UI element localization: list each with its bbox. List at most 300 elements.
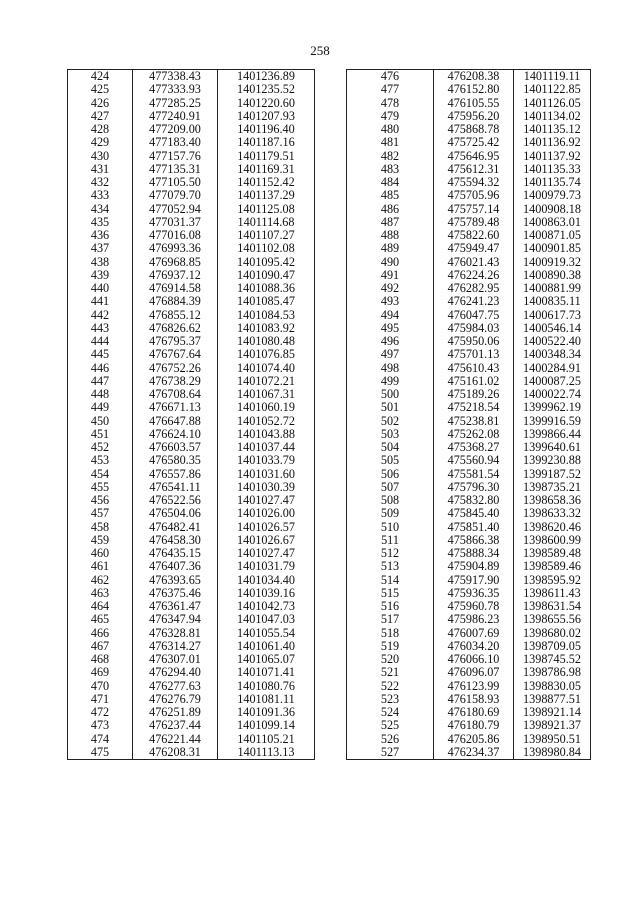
point-number-cell: 474 — [68, 733, 133, 746]
x-coordinate-cell: 476282.95 — [434, 282, 514, 295]
table-row — [68, 441, 315, 454]
x-coordinate-cell: 477105.50 — [133, 176, 218, 189]
point-number-cell: 517 — [347, 613, 434, 626]
y-coordinate-cell: 1401107.27 — [218, 229, 315, 242]
x-coordinate-cell: 476647.88 — [133, 415, 218, 428]
point-number-cell: 488 — [347, 229, 434, 242]
x-coordinate-cell: 476237.44 — [133, 719, 218, 732]
x-coordinate-cell: 475866.38 — [434, 534, 514, 547]
x-coordinate-cell: 476361.47 — [133, 600, 218, 613]
table-row — [347, 706, 591, 719]
table-row — [347, 70, 591, 84]
table-row — [68, 746, 315, 760]
y-coordinate-cell: 1401105.21 — [218, 733, 315, 746]
y-coordinate-cell: 1401072.21 — [218, 375, 315, 388]
table-row — [68, 295, 315, 308]
y-coordinate-cell: 1398600.99 — [514, 534, 591, 547]
point-number-cell: 524 — [347, 706, 434, 719]
table-row — [347, 627, 591, 640]
x-coordinate-cell: 476504.06 — [133, 507, 218, 520]
x-coordinate-cell: 475936.35 — [434, 587, 514, 600]
y-coordinate-cell: 1401085.47 — [218, 295, 315, 308]
table-row — [68, 189, 315, 202]
x-coordinate-cell: 476277.63 — [133, 680, 218, 693]
y-coordinate-cell: 1401236.89 — [218, 70, 315, 84]
point-number-cell: 465 — [68, 613, 133, 626]
table-row — [347, 680, 591, 693]
table-row — [68, 468, 315, 481]
y-coordinate-cell: 1398950.51 — [514, 733, 591, 746]
x-coordinate-cell: 475950.06 — [434, 335, 514, 348]
table-row — [347, 666, 591, 679]
coordinates-table-right — [346, 69, 591, 760]
point-number-cell: 447 — [68, 375, 133, 388]
x-coordinate-cell: 476795.37 — [133, 335, 218, 348]
x-coordinate-cell: 475262.08 — [434, 428, 514, 441]
point-number-cell: 428 — [68, 123, 133, 136]
table-row — [347, 309, 591, 322]
table-row — [68, 362, 315, 375]
table-row — [68, 428, 315, 441]
table-row — [347, 494, 591, 507]
point-number-cell: 469 — [68, 666, 133, 679]
table-row — [347, 693, 591, 706]
table-row — [68, 229, 315, 242]
x-coordinate-cell: 476307.01 — [133, 653, 218, 666]
point-number-cell: 461 — [68, 560, 133, 573]
y-coordinate-cell: 1398589.48 — [514, 547, 591, 560]
table-row — [68, 388, 315, 401]
x-coordinate-cell: 475984.03 — [434, 322, 514, 335]
point-number-cell: 489 — [347, 242, 434, 255]
point-number-cell: 498 — [347, 362, 434, 375]
y-coordinate-cell: 1401125.08 — [218, 203, 315, 216]
table-row — [68, 163, 315, 176]
x-coordinate-cell: 475757.14 — [434, 203, 514, 216]
y-coordinate-cell: 1400901.85 — [514, 242, 591, 255]
table-row — [347, 733, 591, 746]
point-number-cell: 445 — [68, 348, 133, 361]
y-coordinate-cell: 1398735.21 — [514, 481, 591, 494]
x-coordinate-cell: 476407.36 — [133, 560, 218, 573]
point-number-cell: 480 — [347, 123, 434, 136]
point-number-cell: 432 — [68, 176, 133, 189]
table-row — [347, 163, 591, 176]
table-row — [347, 150, 591, 163]
y-coordinate-cell: 1401080.48 — [218, 335, 315, 348]
point-number-cell: 450 — [68, 415, 133, 428]
page-number: 258 — [310, 43, 330, 58]
table-row — [347, 136, 591, 149]
y-coordinate-cell: 1398921.37 — [514, 719, 591, 732]
y-coordinate-cell: 1401136.92 — [514, 136, 591, 149]
table-row — [347, 176, 591, 189]
table-row — [347, 719, 591, 732]
x-coordinate-cell: 476884.39 — [133, 295, 218, 308]
table-row — [68, 627, 315, 640]
x-coordinate-cell: 475956.20 — [434, 110, 514, 123]
y-coordinate-cell: 1401026.57 — [218, 521, 315, 534]
point-number-cell: 501 — [347, 401, 434, 414]
x-coordinate-cell: 475904.89 — [434, 560, 514, 573]
point-number-cell: 473 — [68, 719, 133, 732]
point-number-cell: 451 — [68, 428, 133, 441]
table-row — [347, 401, 591, 414]
x-coordinate-cell: 477209.00 — [133, 123, 218, 136]
x-coordinate-cell: 475705.96 — [434, 189, 514, 202]
x-coordinate-cell: 476123.99 — [434, 680, 514, 693]
x-coordinate-cell: 477016.08 — [133, 229, 218, 242]
y-coordinate-cell: 1398611.43 — [514, 587, 591, 600]
x-coordinate-cell: 475960.78 — [434, 600, 514, 613]
y-coordinate-cell: 1401119.11 — [514, 70, 591, 84]
x-coordinate-cell: 475986.23 — [434, 613, 514, 626]
y-coordinate-cell: 1401113.13 — [218, 746, 315, 760]
x-coordinate-cell: 476251.89 — [133, 706, 218, 719]
y-coordinate-cell: 1398786.98 — [514, 666, 591, 679]
point-number-cell: 504 — [347, 441, 434, 454]
y-coordinate-cell: 1401026.00 — [218, 507, 315, 520]
point-number-cell: 522 — [347, 680, 434, 693]
x-coordinate-cell: 477052.94 — [133, 203, 218, 216]
point-number-cell: 526 — [347, 733, 434, 746]
point-number-cell: 492 — [347, 282, 434, 295]
x-coordinate-cell: 476738.29 — [133, 375, 218, 388]
point-number-cell: 490 — [347, 256, 434, 269]
table-row — [68, 613, 315, 626]
y-coordinate-cell: 1401179.51 — [218, 150, 315, 163]
table-row — [68, 203, 315, 216]
table-row — [347, 534, 591, 547]
x-coordinate-cell: 476624.10 — [133, 428, 218, 441]
x-coordinate-cell: 476294.40 — [133, 666, 218, 679]
x-coordinate-cell: 476021.43 — [434, 256, 514, 269]
table-row — [347, 83, 591, 96]
point-number-cell: 433 — [68, 189, 133, 202]
point-number-cell: 509 — [347, 507, 434, 520]
y-coordinate-cell: 1399230.88 — [514, 454, 591, 467]
y-coordinate-cell: 1401080.76 — [218, 680, 315, 693]
point-number-cell: 495 — [347, 322, 434, 335]
x-coordinate-cell: 475594.32 — [434, 176, 514, 189]
x-coordinate-cell: 476993.36 — [133, 242, 218, 255]
point-number-cell: 512 — [347, 547, 434, 560]
y-coordinate-cell: 1401187.16 — [218, 136, 315, 149]
table-row — [68, 322, 315, 335]
x-coordinate-cell: 477333.93 — [133, 83, 218, 96]
table-row — [68, 282, 315, 295]
point-number-cell: 518 — [347, 627, 434, 640]
table-row — [347, 560, 591, 573]
y-coordinate-cell: 1401090.47 — [218, 269, 315, 282]
x-coordinate-cell: 475560.94 — [434, 454, 514, 467]
x-coordinate-cell: 475822.60 — [434, 229, 514, 242]
point-number-cell: 494 — [347, 309, 434, 322]
x-coordinate-cell: 476105.55 — [434, 97, 514, 110]
y-coordinate-cell: 1401031.60 — [218, 468, 315, 481]
x-coordinate-cell: 475581.54 — [434, 468, 514, 481]
point-number-cell: 503 — [347, 428, 434, 441]
x-coordinate-cell: 476435.15 — [133, 547, 218, 560]
table-row — [68, 640, 315, 653]
point-number-cell: 476 — [347, 70, 434, 84]
x-coordinate-cell: 476208.31 — [133, 746, 218, 760]
table-row — [347, 653, 591, 666]
y-coordinate-cell: 1401055.54 — [218, 627, 315, 640]
point-number-cell: 446 — [68, 362, 133, 375]
point-number-cell: 457 — [68, 507, 133, 520]
point-number-cell: 442 — [68, 309, 133, 322]
point-number-cell: 467 — [68, 640, 133, 653]
point-number-cell: 525 — [347, 719, 434, 732]
y-coordinate-cell: 1399916.59 — [514, 415, 591, 428]
x-coordinate-cell: 476458.30 — [133, 534, 218, 547]
point-number-cell: 441 — [68, 295, 133, 308]
table-row — [68, 256, 315, 269]
x-coordinate-cell: 476767.64 — [133, 348, 218, 361]
y-coordinate-cell: 1401043.88 — [218, 428, 315, 441]
table-row — [68, 587, 315, 600]
y-coordinate-cell: 1400522.40 — [514, 335, 591, 348]
y-coordinate-cell: 1401114.68 — [218, 216, 315, 229]
y-coordinate-cell: 1401034.40 — [218, 574, 315, 587]
y-coordinate-cell: 1401102.08 — [218, 242, 315, 255]
x-coordinate-cell: 476914.58 — [133, 282, 218, 295]
table-row — [347, 256, 591, 269]
y-coordinate-cell: 1398680.02 — [514, 627, 591, 640]
point-number-cell: 463 — [68, 587, 133, 600]
x-coordinate-cell: 475189.26 — [434, 388, 514, 401]
table-row — [68, 348, 315, 361]
table-row — [347, 613, 591, 626]
x-coordinate-cell: 475218.54 — [434, 401, 514, 414]
x-coordinate-cell: 475796.30 — [434, 481, 514, 494]
table-row — [68, 242, 315, 255]
y-coordinate-cell: 1401074.40 — [218, 362, 315, 375]
y-coordinate-cell: 1401152.42 — [218, 176, 315, 189]
point-number-cell: 515 — [347, 587, 434, 600]
point-number-cell: 444 — [68, 335, 133, 348]
point-number-cell: 462 — [68, 574, 133, 587]
x-coordinate-cell: 476158.93 — [434, 693, 514, 706]
table-row — [68, 719, 315, 732]
point-number-cell: 484 — [347, 176, 434, 189]
table-row — [68, 335, 315, 348]
y-coordinate-cell: 1400835.11 — [514, 295, 591, 308]
x-coordinate-cell: 476152.80 — [434, 83, 514, 96]
table-row — [68, 693, 315, 706]
y-coordinate-cell: 1400546.14 — [514, 322, 591, 335]
x-coordinate-cell: 476096.07 — [434, 666, 514, 679]
x-coordinate-cell: 476393.65 — [133, 574, 218, 587]
x-coordinate-cell: 475161.02 — [434, 375, 514, 388]
y-coordinate-cell: 1401084.53 — [218, 309, 315, 322]
y-coordinate-cell: 1401126.05 — [514, 97, 591, 110]
table-row — [68, 574, 315, 587]
table-row — [347, 362, 591, 375]
y-coordinate-cell: 1399866.44 — [514, 428, 591, 441]
point-number-cell: 437 — [68, 242, 133, 255]
table-row — [347, 454, 591, 467]
x-coordinate-cell: 476482.41 — [133, 521, 218, 534]
table-row — [347, 746, 591, 760]
point-number-cell: 487 — [347, 216, 434, 229]
point-number-cell: 435 — [68, 216, 133, 229]
x-coordinate-cell: 477183.40 — [133, 136, 218, 149]
x-coordinate-cell: 477135.31 — [133, 163, 218, 176]
point-number-cell: 459 — [68, 534, 133, 547]
y-coordinate-cell: 1401207.93 — [218, 110, 315, 123]
table-row — [347, 521, 591, 534]
table-row — [68, 123, 315, 136]
x-coordinate-cell: 476580.35 — [133, 454, 218, 467]
x-coordinate-cell: 476522.56 — [133, 494, 218, 507]
y-coordinate-cell: 1401137.29 — [218, 189, 315, 202]
y-coordinate-cell: 1400919.32 — [514, 256, 591, 269]
point-number-cell: 453 — [68, 454, 133, 467]
table-row — [68, 216, 315, 229]
point-number-cell: 458 — [68, 521, 133, 534]
point-number-cell: 455 — [68, 481, 133, 494]
y-coordinate-cell: 1401039.16 — [218, 587, 315, 600]
y-coordinate-cell: 1401047.03 — [218, 613, 315, 626]
table-row — [347, 547, 591, 560]
y-coordinate-cell: 1400284.91 — [514, 362, 591, 375]
x-coordinate-cell: 476314.27 — [133, 640, 218, 653]
table-row — [347, 481, 591, 494]
point-number-cell: 519 — [347, 640, 434, 653]
point-number-cell: 470 — [68, 680, 133, 693]
table-row — [347, 295, 591, 308]
point-number-cell: 514 — [347, 574, 434, 587]
point-number-cell: 493 — [347, 295, 434, 308]
x-coordinate-cell: 476034.20 — [434, 640, 514, 653]
x-coordinate-cell: 475646.95 — [434, 150, 514, 163]
x-coordinate-cell: 475949.47 — [434, 242, 514, 255]
x-coordinate-cell: 476205.86 — [434, 733, 514, 746]
y-coordinate-cell: 1398589.46 — [514, 560, 591, 573]
table-row — [68, 680, 315, 693]
table-row — [68, 415, 315, 428]
x-coordinate-cell: 475832.80 — [434, 494, 514, 507]
y-coordinate-cell: 1401135.74 — [514, 176, 591, 189]
table-row — [347, 375, 591, 388]
table-row — [68, 733, 315, 746]
point-number-cell: 507 — [347, 481, 434, 494]
x-coordinate-cell: 476276.79 — [133, 693, 218, 706]
point-number-cell: 496 — [347, 335, 434, 348]
point-number-cell: 471 — [68, 693, 133, 706]
table-row — [347, 468, 591, 481]
point-number-cell: 425 — [68, 83, 133, 96]
point-number-cell: 516 — [347, 600, 434, 613]
table-row — [347, 229, 591, 242]
y-coordinate-cell: 1401081.11 — [218, 693, 315, 706]
point-number-cell: 513 — [347, 560, 434, 573]
y-coordinate-cell: 1399962.19 — [514, 401, 591, 414]
table-row — [68, 494, 315, 507]
y-coordinate-cell: 1401135.12 — [514, 123, 591, 136]
x-coordinate-cell: 477079.70 — [133, 189, 218, 202]
point-number-cell: 468 — [68, 653, 133, 666]
coordinates-table-left — [67, 69, 315, 760]
point-number-cell: 508 — [347, 494, 434, 507]
y-coordinate-cell: 1401037.44 — [218, 441, 315, 454]
point-number-cell: 510 — [347, 521, 434, 534]
x-coordinate-cell: 477338.43 — [133, 70, 218, 84]
x-coordinate-cell: 476347.94 — [133, 613, 218, 626]
y-coordinate-cell: 1401235.52 — [218, 83, 315, 96]
point-number-cell: 443 — [68, 322, 133, 335]
x-coordinate-cell: 475612.31 — [434, 163, 514, 176]
point-number-cell: 440 — [68, 282, 133, 295]
y-coordinate-cell: 1398620.46 — [514, 521, 591, 534]
x-coordinate-cell: 475868.78 — [434, 123, 514, 136]
x-coordinate-cell: 476671.13 — [133, 401, 218, 414]
x-coordinate-cell: 475610.43 — [434, 362, 514, 375]
y-coordinate-cell: 1401067.31 — [218, 388, 315, 401]
point-number-cell: 477 — [347, 83, 434, 96]
point-number-cell: 483 — [347, 163, 434, 176]
table-row — [347, 282, 591, 295]
table-row — [347, 388, 591, 401]
y-coordinate-cell: 1401083.92 — [218, 322, 315, 335]
point-number-cell: 456 — [68, 494, 133, 507]
point-number-cell: 497 — [347, 348, 434, 361]
x-coordinate-cell: 476752.26 — [133, 362, 218, 375]
y-coordinate-cell: 1401060.19 — [218, 401, 315, 414]
y-coordinate-cell: 1400881.99 — [514, 282, 591, 295]
y-coordinate-cell: 1398877.51 — [514, 693, 591, 706]
point-number-cell: 478 — [347, 97, 434, 110]
y-coordinate-cell: 1401076.85 — [218, 348, 315, 361]
x-coordinate-cell: 476208.38 — [434, 70, 514, 84]
y-coordinate-cell: 1398921.14 — [514, 706, 591, 719]
point-number-cell: 436 — [68, 229, 133, 242]
x-coordinate-cell: 477157.76 — [133, 150, 218, 163]
y-coordinate-cell: 1401061.40 — [218, 640, 315, 653]
y-coordinate-cell: 1400871.05 — [514, 229, 591, 242]
y-coordinate-cell: 1401196.40 — [218, 123, 315, 136]
point-number-cell: 429 — [68, 136, 133, 149]
x-coordinate-cell: 476937.12 — [133, 269, 218, 282]
table-row — [68, 600, 315, 613]
point-number-cell: 485 — [347, 189, 434, 202]
table-row — [347, 269, 591, 282]
point-number-cell: 475 — [68, 746, 133, 760]
y-coordinate-cell: 1401095.42 — [218, 256, 315, 269]
point-number-cell: 448 — [68, 388, 133, 401]
x-coordinate-cell: 476826.62 — [133, 322, 218, 335]
y-coordinate-cell: 1401135.33 — [514, 163, 591, 176]
table-row — [68, 454, 315, 467]
point-number-cell: 439 — [68, 269, 133, 282]
point-number-cell: 424 — [68, 70, 133, 84]
table-row — [68, 534, 315, 547]
table-row — [68, 269, 315, 282]
table-row — [347, 441, 591, 454]
table-row — [347, 216, 591, 229]
x-coordinate-cell: 476007.69 — [434, 627, 514, 640]
point-number-cell: 464 — [68, 600, 133, 613]
y-coordinate-cell: 1398658.36 — [514, 494, 591, 507]
x-coordinate-cell: 476855.12 — [133, 309, 218, 322]
table-row — [347, 242, 591, 255]
point-number-cell: 427 — [68, 110, 133, 123]
x-coordinate-cell: 476066.10 — [434, 653, 514, 666]
point-number-cell: 481 — [347, 136, 434, 149]
table-row — [347, 428, 591, 441]
